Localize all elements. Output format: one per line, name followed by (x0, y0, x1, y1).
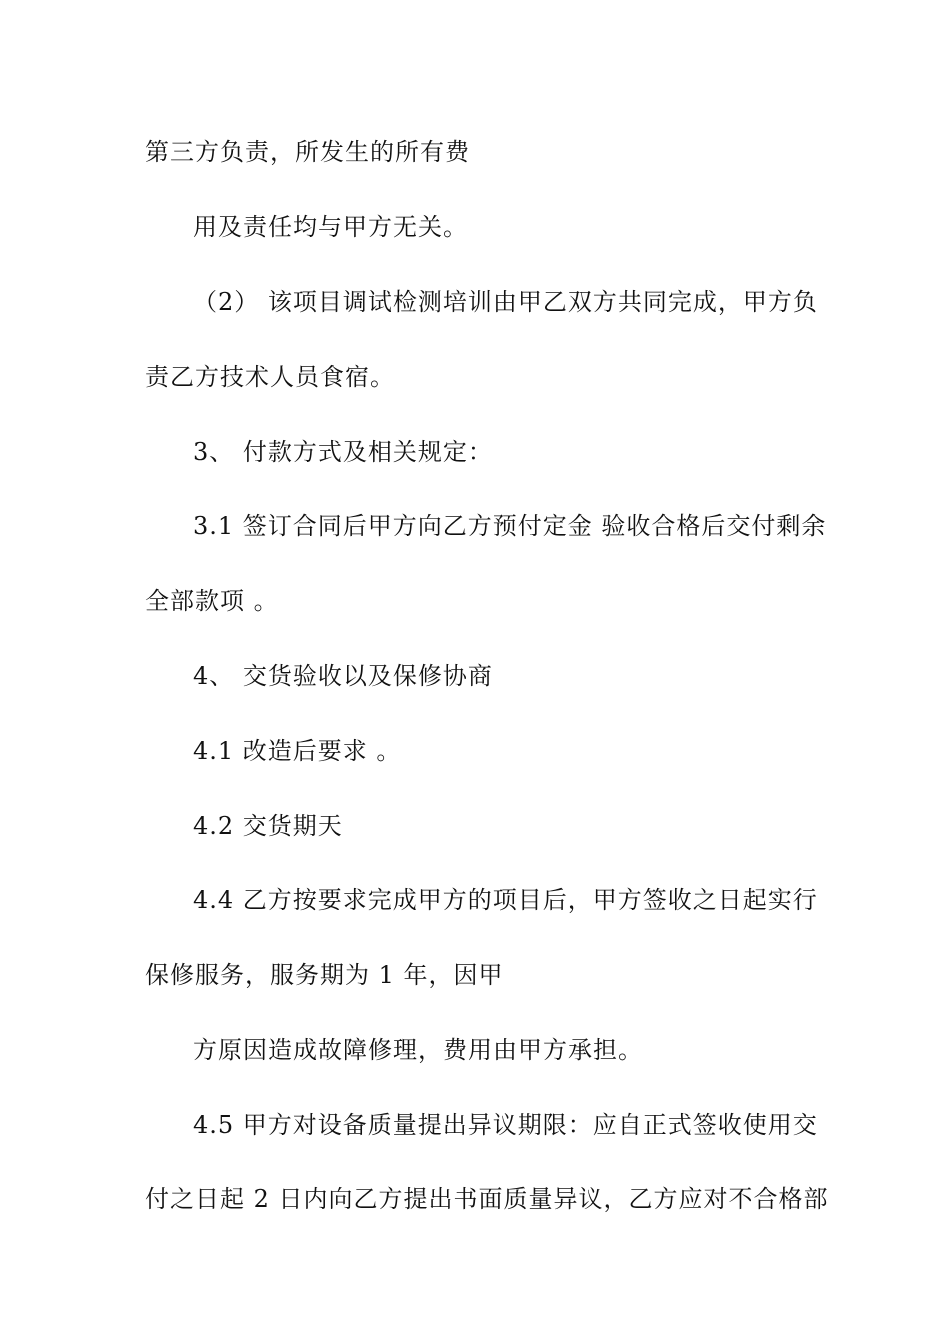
section-heading: 3、 付款方式及相关规定： (193, 438, 493, 466)
paragraph-line: 第三方负责，所发生的所有费 (145, 138, 470, 166)
paragraph-line: 方原因造成故障修理，费用由甲方承担。 (193, 1036, 643, 1064)
paragraph-line: 4.4 乙方按要求完成甲方的项目后，甲方签收之日起实行 (193, 886, 818, 914)
paragraph-line: （2） 该项目调试检测培训由甲乙双方共同完成，甲方负 (193, 288, 818, 316)
paragraph-line: 4.5 甲方对设备质量提出异议期限：应自正式签收使用交 (193, 1111, 818, 1139)
paragraph-line: 责乙方技术人员食宿。 (145, 363, 395, 391)
paragraph-line: 保修服务，服务期为 1 年，因甲 (145, 961, 504, 989)
paragraph-line: 3.1 签订合同后甲方向乙方预付定金 验收合格后交付剩余 (193, 512, 827, 540)
paragraph-line: 付之日起 2 日内向乙方提出书面质量异议，乙方应对不合格部 (145, 1185, 829, 1213)
paragraph-line: 用及责任均与甲方无关。 (193, 213, 468, 241)
paragraph-line: 4.1 改造后要求 。 (193, 737, 402, 765)
paragraph-line: 全部款项 。 (145, 587, 279, 615)
paragraph-line: 4.2 交货期天 (193, 812, 343, 840)
section-heading: 4、 交货验收以及保修协商 (193, 662, 493, 690)
